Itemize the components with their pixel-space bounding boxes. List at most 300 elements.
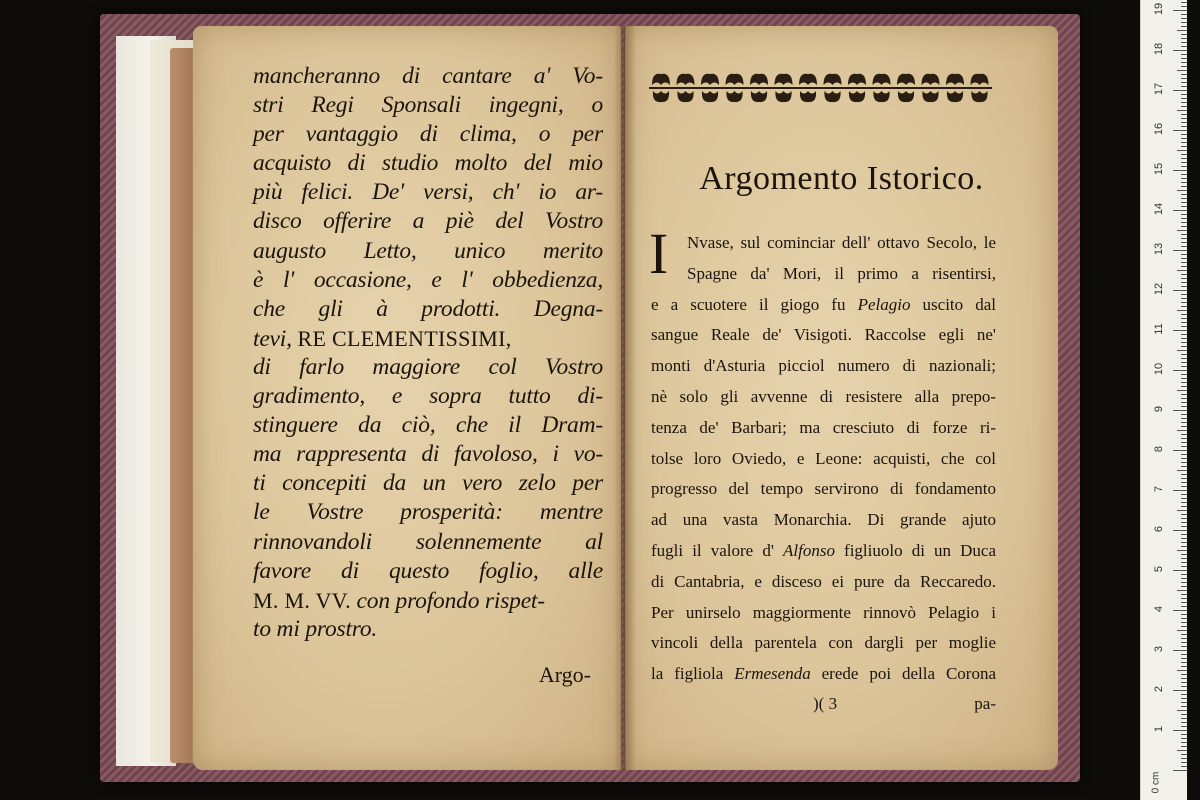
text-line: Spagne da' Mori, il primo a risentirsi,	[687, 263, 996, 283]
ruler-tick	[1181, 418, 1187, 419]
ruler-tick	[1181, 222, 1187, 223]
ruler-tick	[1181, 478, 1187, 479]
ruler-tick	[1181, 174, 1187, 175]
ruler-number: 6	[1153, 525, 1165, 533]
text-line: che gli à prodotti. Degna-	[253, 295, 603, 322]
ruler-tick	[1181, 22, 1187, 23]
ruler-number: 11	[1153, 323, 1165, 335]
ruler-tick	[1181, 2, 1187, 3]
ruler-tick	[1181, 354, 1187, 355]
ruler-tick	[1181, 122, 1187, 123]
ruler-tick	[1181, 286, 1187, 287]
text-line: favore di questo foglio, alle	[253, 557, 603, 584]
ruler-tick	[1181, 214, 1187, 215]
ruler-tick	[1173, 650, 1187, 651]
ruler-tick	[1181, 722, 1187, 723]
ruler-unit: 0 cm	[1150, 771, 1162, 794]
ruler-tick	[1181, 246, 1187, 247]
right-page	[625, 26, 1058, 770]
ruler-number: 15	[1153, 162, 1165, 176]
text-line: ad una vasta Monarchia. Di grande ajuto	[651, 510, 996, 530]
ruler-number: 17	[1153, 82, 1165, 96]
ruler-tick	[1181, 294, 1187, 295]
fleuron-icon	[824, 91, 840, 102]
ruler-tick	[1181, 134, 1187, 135]
text-line: è l' occasione, e l' obbedienza,	[253, 266, 603, 293]
fleuron-icon	[800, 91, 816, 102]
fleuron-icon	[824, 74, 842, 85]
ruler-tick	[1173, 90, 1187, 91]
ruler-tick	[1181, 518, 1187, 519]
ruler-tick	[1181, 486, 1187, 487]
ruler-tick	[1173, 330, 1187, 331]
ruler-tick	[1181, 434, 1187, 435]
ruler-tick	[1177, 470, 1187, 471]
ruler-tick	[1181, 146, 1187, 147]
text-fragment: la figliola	[651, 664, 735, 684]
ruler-tick	[1181, 42, 1187, 43]
ruler-tick	[1177, 710, 1187, 711]
ruler-tick	[1181, 662, 1187, 663]
ruler-number: 14	[1153, 202, 1165, 216]
text-line: vincoli della parentela con dargli per moglie	[651, 633, 996, 653]
ruler-tick	[1181, 474, 1187, 475]
ruler-tick	[1181, 754, 1187, 755]
ruler-tick	[1177, 70, 1187, 71]
ruler-tick	[1181, 14, 1187, 15]
ruler-tick	[1181, 458, 1187, 459]
ruler-tick	[1181, 686, 1187, 687]
ruler-tick	[1181, 414, 1187, 415]
ruler-tick	[1181, 282, 1187, 283]
fleuron-icon	[799, 74, 817, 85]
left-page-text	[253, 62, 603, 644]
ruler-tick	[1181, 658, 1187, 659]
ruler-tick	[1177, 390, 1187, 391]
text-line: ti concepiti da un vero zelo per	[253, 470, 603, 497]
ruler-tick	[1181, 554, 1187, 555]
ruler-tick	[1181, 302, 1187, 303]
fleuron-icon	[702, 91, 718, 102]
ruler-tick	[1181, 574, 1187, 575]
text-line	[253, 324, 603, 353]
ruler-tick	[1181, 274, 1187, 275]
ruler-number: 13	[1153, 242, 1165, 256]
ornament-headpiece	[649, 70, 992, 106]
ruler-tick	[1181, 402, 1187, 403]
ruler-tick	[1181, 514, 1187, 515]
ruler-tick	[1173, 170, 1187, 171]
ruler-tick	[1181, 306, 1187, 307]
ruler-tick	[1181, 442, 1187, 443]
ruler-tick	[1181, 342, 1187, 343]
ruler-tick	[1177, 550, 1187, 551]
text-line: gradimento, e sopra tutto di-	[253, 383, 603, 410]
ruler-tick	[1181, 142, 1187, 143]
ruler-tick	[1181, 362, 1187, 363]
ruler-tick	[1177, 150, 1187, 151]
ruler-tick	[1181, 638, 1187, 639]
text-line: to mi prostro.	[253, 615, 378, 642]
fleuron-icon	[873, 91, 889, 102]
text-fragment: tevi,	[253, 325, 298, 352]
ruler-tick	[1181, 562, 1187, 563]
dedication-caps: RE CLEMENTISSIMI,	[297, 325, 512, 351]
ruler-number: 10	[1153, 362, 1165, 376]
ruler-tick	[1181, 466, 1187, 467]
ruler-tick	[1181, 614, 1187, 615]
ruler-tick	[1181, 218, 1187, 219]
ruler-tick	[1181, 114, 1187, 115]
ruler-tick	[1181, 438, 1187, 439]
ruler-tick	[1181, 62, 1187, 63]
text-line: di farlo maggiore col Vostro	[253, 353, 603, 380]
ruler-tick	[1181, 602, 1187, 603]
ruler-tick	[1181, 78, 1187, 79]
ruler-tick	[1181, 126, 1187, 127]
ruler-tick	[1181, 642, 1187, 643]
ruler-tick	[1181, 198, 1187, 199]
ruler-tick	[1173, 490, 1187, 491]
text-line	[253, 586, 603, 615]
ruler-tick	[1181, 626, 1187, 627]
ruler-tick	[1181, 262, 1187, 263]
ruler-tick	[1181, 138, 1187, 139]
ruler-tick	[1181, 726, 1187, 727]
text-line: tenza de' Barbari; ma cresciuto di forze ri-	[651, 417, 996, 437]
ruler-tick	[1181, 578, 1187, 579]
ruler-tick	[1181, 258, 1187, 259]
ruler-number: 9	[1153, 405, 1165, 413]
ruler-tick	[1181, 386, 1187, 387]
ruler-tick	[1181, 106, 1187, 107]
ruler-tick	[1181, 558, 1187, 559]
ruler-tick	[1181, 162, 1187, 163]
ruler-number: 12	[1153, 282, 1165, 296]
right-page-text	[649, 221, 996, 690]
ruler-tick	[1181, 102, 1187, 103]
text-line: stinguere da ciò, che il Dram-	[253, 412, 603, 439]
ruler-tick	[1181, 586, 1187, 587]
ruler-tick	[1181, 26, 1187, 27]
name-alfonso: Alfonso	[783, 540, 835, 560]
text-line: di Cantabria, e disceso ei pure da Reccaredo.	[651, 571, 996, 591]
ruler-tick	[1173, 570, 1187, 571]
ruler-tick	[1181, 18, 1187, 19]
fleuron-icon	[897, 74, 915, 85]
text-line: acquisto di studio molto del mio	[253, 150, 603, 177]
ruler-tick	[1177, 430, 1187, 431]
ruler-number: 19	[1153, 2, 1165, 16]
ruler-tick	[1181, 382, 1187, 383]
ruler-tick	[1181, 98, 1187, 99]
ruler-tick	[1181, 46, 1187, 47]
ruler-tick	[1181, 82, 1187, 83]
text-line: progresso del tempo servirono di fondamento	[651, 479, 996, 499]
signature-mark: )( 3	[813, 694, 838, 713]
ruler-tick	[1181, 314, 1187, 315]
ruler-tick	[1173, 10, 1187, 11]
ruler-tick	[1181, 34, 1187, 35]
text-line: tolse loro Oviedo, e Leone: acquisti, che col	[651, 448, 996, 468]
text-line: disco offerire a piè del Vostro	[253, 208, 603, 235]
ruler-tick	[1173, 410, 1187, 411]
ruler-number: 7	[1153, 485, 1165, 493]
ruler-tick	[1181, 622, 1187, 623]
text-line: sangue Reale de' Visigoti. Raccolse egli ne'	[651, 325, 996, 345]
ruler-tick	[1181, 298, 1187, 299]
fleuron-icon	[848, 74, 866, 85]
ruler-tick	[1181, 706, 1187, 707]
fleuron-icon	[701, 74, 719, 85]
ruler-tick	[1181, 158, 1187, 159]
text-fragment: con profondo rispet-	[350, 587, 545, 614]
ruler-tick	[1181, 674, 1187, 675]
ruler-tick	[1181, 666, 1187, 667]
text-line: mancheranno di cantare a' Vo-	[253, 63, 603, 89]
fleuron-icon	[849, 91, 865, 102]
ruler-tick	[1181, 6, 1187, 7]
ruler-tick	[1181, 358, 1187, 359]
ruler-tick	[1181, 74, 1187, 75]
ruler-tick	[1173, 130, 1187, 131]
ruler-number: 3	[1153, 645, 1165, 653]
text-line	[651, 536, 996, 567]
ruler-tick	[1181, 378, 1187, 379]
ruler-tick	[1181, 546, 1187, 547]
ruler-tick	[1181, 538, 1187, 539]
ruler-number: 5	[1153, 565, 1165, 573]
ruler-tick	[1181, 426, 1187, 427]
ruler-tick	[1181, 406, 1187, 407]
ruler-tick	[1181, 446, 1187, 447]
ruler-tick	[1181, 178, 1187, 179]
fleuron-icon	[652, 74, 670, 85]
text-fragment: uscito dal	[910, 294, 996, 314]
text-line	[651, 290, 996, 321]
drop-initial: I	[649, 221, 669, 286]
fleuron-icon	[947, 91, 963, 102]
ruler-number: 2	[1153, 685, 1165, 693]
ruler-tick	[1181, 54, 1187, 55]
ruler-tick	[1181, 38, 1187, 39]
fleuron-icon	[726, 91, 742, 102]
ruler-tick	[1181, 606, 1187, 607]
ruler-tick	[1177, 230, 1187, 231]
ruler-tick	[1181, 462, 1187, 463]
ruler-tick	[1181, 66, 1187, 67]
ruler-tick	[1177, 190, 1187, 191]
fleuron-icon	[922, 91, 938, 102]
text-line: nè solo gli avvenne di resistere alla prepo-	[651, 386, 996, 406]
ruler-tick	[1181, 182, 1187, 183]
ruler-tick	[1177, 270, 1187, 271]
ruler-tick	[1181, 758, 1187, 759]
fleuron-icon	[873, 74, 891, 85]
ruler-tick	[1181, 334, 1187, 335]
ornament-rule	[649, 87, 992, 89]
ruler-tick	[1181, 618, 1187, 619]
fleuron-icon	[946, 74, 964, 85]
ruler-tick	[1181, 166, 1187, 167]
ruler-tick	[1181, 714, 1187, 715]
left-page	[193, 26, 621, 770]
ruler-tick	[1181, 318, 1187, 319]
ruler-tick	[1181, 634, 1187, 635]
ruler-tick	[1177, 590, 1187, 591]
ruler-tick	[1181, 86, 1187, 87]
text-line: stri Regi Sponsali ingegni, o	[253, 92, 603, 119]
ruler-tick	[1181, 694, 1187, 695]
ruler-tick	[1181, 506, 1187, 507]
ruler-tick	[1181, 374, 1187, 375]
text-line: le Vostre prosperità: mentre	[253, 499, 603, 526]
ruler-tick	[1181, 734, 1187, 735]
ruler-tick	[1181, 394, 1187, 395]
text-fragment: e a scuotere il giogo fu	[651, 294, 858, 314]
name-ermesenda: Ermesenda	[734, 664, 811, 684]
text-line: più felici. De' versi, ch' io ar-	[253, 179, 603, 206]
ruler-tick	[1181, 766, 1187, 767]
ruler-tick	[1181, 542, 1187, 543]
book-gutter	[614, 26, 636, 770]
ruler-tick	[1177, 310, 1187, 311]
ruler-tick	[1181, 118, 1187, 119]
fleuron-icon	[898, 91, 914, 102]
text-fragment: figliuolo di un Duca	[834, 540, 996, 560]
fleuron-icon	[677, 91, 693, 102]
ruler-tick	[1181, 646, 1187, 647]
catchword: Argo-	[538, 662, 591, 687]
ruler-tick	[1181, 242, 1187, 243]
ruler-tick	[1181, 598, 1187, 599]
ruler-tick	[1173, 690, 1187, 691]
text-fragment: erede poi della Corona	[810, 664, 996, 684]
ruler-tick	[1177, 750, 1187, 751]
ruler-number: 18	[1153, 42, 1165, 56]
ruler-tick	[1181, 738, 1187, 739]
ruler-tick	[1181, 226, 1187, 227]
fleuron-icon	[677, 74, 695, 85]
fleuron-icon	[775, 91, 791, 102]
page-title: Argomento Istorico.	[699, 160, 984, 197]
ruler-tick	[1173, 210, 1187, 211]
ruler-tick	[1181, 718, 1187, 719]
ruler-tick	[1181, 582, 1187, 583]
ruler-tick	[1173, 730, 1187, 731]
ruler-tick	[1173, 370, 1187, 371]
ruler-number: 1	[1153, 725, 1165, 733]
fleuron-icon	[726, 74, 744, 85]
ruler-tick	[1173, 290, 1187, 291]
ruler-number: 8	[1153, 445, 1165, 453]
text-line: augusto Letto, unico merito	[253, 237, 603, 264]
ruler-tick	[1181, 522, 1187, 523]
ruler-tick	[1181, 498, 1187, 499]
ruler-tick	[1181, 278, 1187, 279]
ruler-tick	[1181, 762, 1187, 763]
ruler-tick	[1181, 366, 1187, 367]
ruler-tick	[1181, 234, 1187, 235]
ruler-tick	[1181, 482, 1187, 483]
text-line: Nvase, sul cominciar dell' ottavo Secolo, le	[687, 233, 996, 252]
ruler-tick	[1181, 186, 1187, 187]
fleuron-icon	[971, 74, 989, 85]
fleuron-icon	[971, 91, 987, 102]
ruler-tick	[1181, 206, 1187, 207]
measurement-ruler	[1140, 0, 1187, 800]
ruler-tick	[1181, 682, 1187, 683]
ruler-tick	[1173, 530, 1187, 531]
ruler-tick	[1181, 742, 1187, 743]
fleuron-icon	[775, 74, 793, 85]
ruler-tick	[1181, 534, 1187, 535]
text-line: ma rappresenta di favoloso, i vo-	[253, 441, 603, 468]
ruler-tick	[1181, 494, 1187, 495]
text-line: Per unirselo maggiormente rinnovò Pelagio i	[651, 602, 996, 622]
text-line: per vantaggio di clima, o per	[253, 121, 603, 148]
ruler-tick	[1181, 566, 1187, 567]
ruler-tick	[1181, 654, 1187, 655]
fleuron-icon	[922, 74, 940, 85]
ruler-tick	[1181, 266, 1187, 267]
ruler-tick	[1177, 670, 1187, 671]
catchword: pa-	[974, 694, 996, 713]
ruler-tick	[1181, 678, 1187, 679]
ruler-tick	[1173, 50, 1187, 51]
ruler-tick	[1181, 58, 1187, 59]
ruler-tick	[1181, 238, 1187, 239]
name-pelagio: Pelagio	[857, 294, 911, 314]
ruler-tick	[1173, 450, 1187, 451]
ruler-tick	[1177, 510, 1187, 511]
ruler-tick	[1173, 610, 1187, 611]
ruler-tick	[1181, 322, 1187, 323]
fleuron-icon	[653, 91, 669, 102]
ruler-number: 16	[1153, 122, 1165, 136]
ruler-tick	[1181, 746, 1187, 747]
text-line: monti d'Asturia picciol numero di nazionali;	[651, 356, 996, 376]
ruler-tick	[1177, 630, 1187, 631]
fleuron-icon	[750, 74, 768, 85]
text-line	[651, 659, 996, 690]
ruler-number: 4	[1153, 605, 1165, 613]
text-line: rinnovandoli solennemente al	[253, 528, 603, 555]
ruler-tick	[1177, 110, 1187, 111]
fleuron-icon	[751, 91, 767, 102]
ruler-tick	[1181, 338, 1187, 339]
ruler-tick	[1181, 94, 1187, 95]
text-fragment: fugli il valore d'	[651, 540, 783, 560]
ruler-tick	[1173, 250, 1187, 251]
ruler-tick	[1181, 422, 1187, 423]
ruler-tick	[1177, 350, 1187, 351]
ruler-tick	[1181, 702, 1187, 703]
ruler-tick	[1181, 154, 1187, 155]
ruler-tick	[1181, 502, 1187, 503]
ruler-tick	[1177, 30, 1187, 31]
ruler-tick	[1181, 454, 1187, 455]
ruler-tick	[1181, 346, 1187, 347]
ruler-tick	[1181, 698, 1187, 699]
ruler-tick	[1181, 194, 1187, 195]
ruler-tick	[1181, 594, 1187, 595]
majesties-caps: M. M. VV.	[253, 587, 351, 613]
ruler-tick	[1173, 770, 1187, 771]
ruler-tick	[1181, 254, 1187, 255]
ruler-tick	[1181, 202, 1187, 203]
ruler-tick	[1181, 526, 1187, 527]
